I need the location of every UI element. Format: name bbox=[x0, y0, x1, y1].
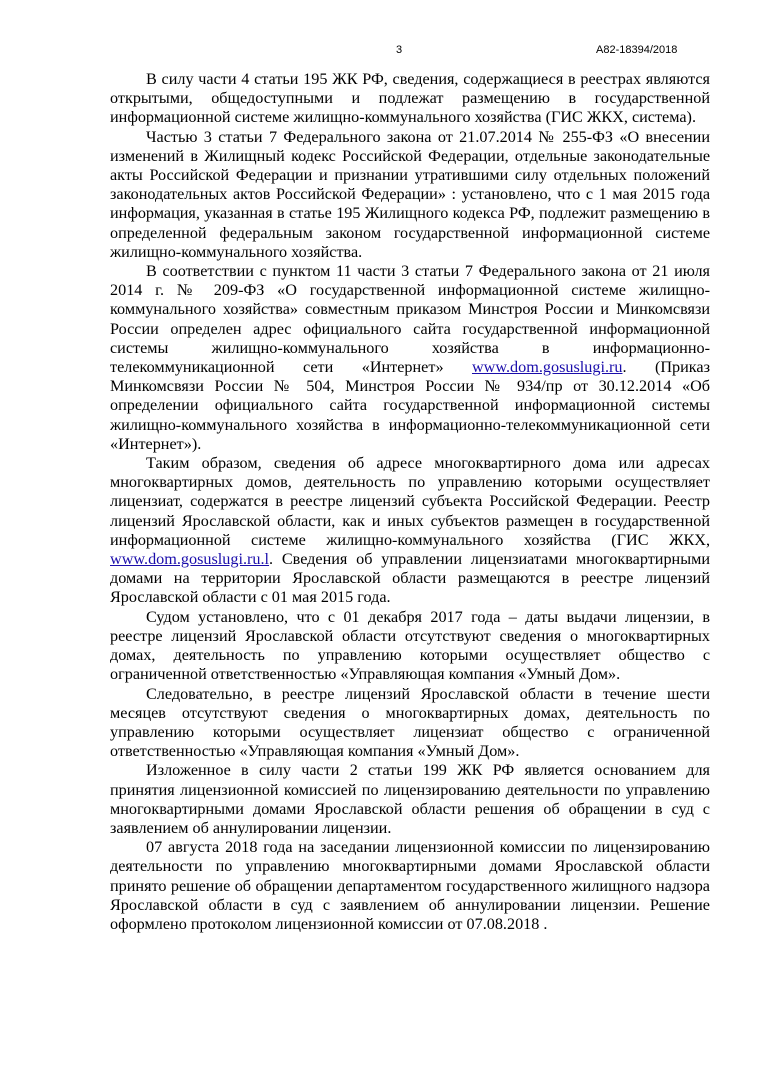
paragraph bbox=[110, 608, 710, 685]
paragraph-text: . (Приказ Минкомсвязи России № 504, Минстроя России № 934/пр от 30.12.2014 «Об определении официального сайта государственной информационной системы жилищно-коммунального хозяйства в информационно-телекоммуникационной сети «Интернет»). bbox=[110, 358, 710, 453]
paragraph-text: Следовательно, в реестре лицензий Ярославской области в течение шести месяцев отсутствуют сведения о многоквартирных домах, деятельность по управлению которыми осуществляет лицензиат общество с ограниченной ответственностью «Управляющая компания «Умный Дом». bbox=[110, 684, 710, 761]
paragraph bbox=[110, 262, 710, 454]
paragraph bbox=[110, 70, 710, 128]
document-body bbox=[110, 70, 710, 934]
paragraph-text: Частью 3 статьи 7 Федерального закона от 21.07.2014 № 255-ФЗ «О внесении изменений в Жилищный кодекс Российской Федерации, отдельные законодательные акты Российской Федерации и признании утратившими силу отдельных положений законодательных актов Российской Федерации» : установлено, что с 1 мая 2015 года информация, указанная в статье 195 Жилищного кодекса РФ, подлежит размещению в определенной федеральным законом государственной информационной системе жилищно-коммунального хозяйства. bbox=[110, 127, 710, 261]
paragraph-text: В силу части 4 статьи 195 ЖК РФ, сведения, содержащиеся в реестрах являются открытыми, общедоступными и подлежат размещению в государственной информационной системе жилищно-коммунального хозяйства (ГИС ЖКХ, система). bbox=[110, 70, 710, 127]
paragraph-text: Изложенное в силу части 2 статьи 199 ЖК РФ является основанием для принятия лицензионной комиссией по лицензированию деятельности по управлению многоквартирными домами Ярославской области решения об обращении в суд с заявлением об аннулировании лицензии. bbox=[110, 761, 710, 837]
paragraph bbox=[110, 454, 710, 608]
gosuslugi-link[interactable]: www.dom.gosuslugi.ru.l bbox=[110, 550, 270, 569]
page-number: 3 bbox=[396, 44, 403, 56]
paragraph bbox=[110, 128, 710, 262]
case-number: А82-18394/2018 bbox=[596, 44, 678, 56]
paragraph-text: Таким образом, сведения об адресе многоквартирного дома или адресах многоквартирных домов, деятельность по управлению которыми осуществляет лицензиат, содержатся в реестре лицензий субъекта Российской Федерации. Реестр лицензий Ярославской области, как и иных субъектов размещен в государственной информационной системе жилищно-коммунального хозяйства (ГИС ЖКХ, bbox=[110, 454, 710, 549]
paragraph bbox=[110, 685, 710, 762]
page-header bbox=[0, 44, 764, 60]
paragraph-text: В соответствии с пунктом 11 части 3 статьи 7 Федерального закона от 21 июля 2014 г. № 209-ФЗ «О государственной информационной системе жилищно-коммунального хозяйства» совместным приказом Минстроя России и Минкомсвязи России определен адрес официального сайта государственной информационной системы жилищно-коммунального хозяйства в информационно-телекоммуникационной сети «Интернет» bbox=[110, 262, 710, 377]
paragraph-text: . Сведения об управлении лицензиатами многоквартирными домами на территории Ярославской области размещаются в реестре лицензий Ярославской области с 01 мая 2015 года. bbox=[110, 550, 710, 607]
paragraph bbox=[110, 761, 710, 838]
gosuslugi-link[interactable]: www.dom.gosuslugi.ru bbox=[471, 358, 623, 377]
paragraph-text: Судом установлено, что с 01 декабря 2017 года – даты выдачи лицензии, в реестре лицензий Ярославской области отсутствуют сведения о многоквартирных домах, деятельность по управлению которыми осуществляет общество с ограниченной ответственностью «Управляющая компания «Умный Дом». bbox=[110, 607, 710, 684]
paragraph-text: 07 августа 2018 года на заседании лицензионной комиссии по лицензированию деятельности по управлению многоквартирными домами Ярославской области принято решение об обращении департаментом государственного жилищного надзора Ярославской области в суд с заявлением об аннулировании лицензии. Решение оформлено протоколом лицензионной комиссии от 07.08.2018 . bbox=[110, 838, 710, 933]
paragraph bbox=[110, 838, 710, 934]
